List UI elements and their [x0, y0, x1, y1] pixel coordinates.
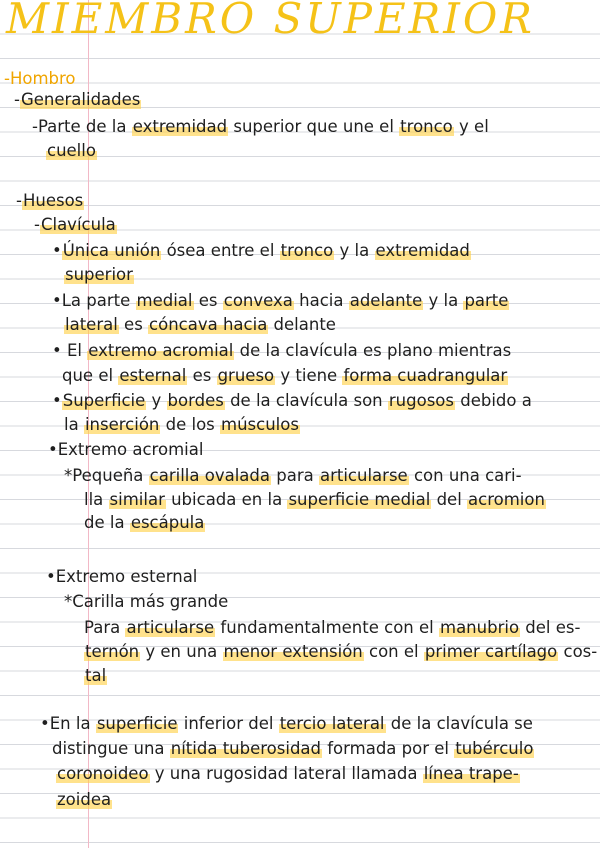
note-line: [46, 140, 97, 162]
section-heading: [4, 68, 76, 90]
note-text: inferior del: [178, 714, 279, 733]
note-text: y el: [453, 117, 489, 136]
highlighted-text: superior: [65, 265, 133, 284]
note-text: y: [146, 391, 167, 410]
note-text: es: [187, 366, 217, 385]
note-text: de la clavícula son: [224, 391, 388, 410]
note-line: [84, 512, 205, 534]
note-text: de la clavícula se: [385, 714, 533, 733]
highlighted-text: Única unión: [62, 241, 161, 260]
note-text: del es-: [520, 618, 581, 637]
highlighted-text: convexa: [223, 291, 293, 310]
highlighted-text: Superficie: [62, 391, 146, 410]
note-text: •En la: [40, 714, 96, 733]
note-text: hacia: [293, 291, 349, 310]
highlighted-text: grueso: [217, 366, 275, 385]
highlighted-text: lateral: [65, 315, 118, 334]
note-text: formada por el: [322, 739, 455, 758]
note-line: [84, 665, 107, 687]
highlighted-text: parte: [464, 291, 509, 310]
note-text: Para: [84, 618, 126, 637]
highlighted-text: tubérculo: [455, 739, 534, 758]
note-text: y una rugosidad lateral llamada: [149, 764, 423, 783]
note-text: del: [431, 490, 468, 509]
note-line: [84, 641, 597, 663]
note-text: para: [271, 466, 319, 485]
note-text: -: [34, 215, 40, 234]
page-title: MIEMBRO SUPERIOR: [6, 0, 535, 43]
highlighted-text: extremidad: [375, 241, 470, 260]
note-line: [62, 365, 508, 387]
highlighted-text: cóncava hacia: [149, 315, 268, 334]
highlighted-text: acromion: [468, 490, 545, 509]
note-text: de la clavícula es plano mientras: [234, 341, 512, 360]
note-text: es: [193, 291, 223, 310]
note-text: la: [64, 415, 84, 434]
note-text: -Parte de la: [32, 117, 132, 136]
highlighted-text: superficie medial: [288, 490, 431, 509]
highlighted-text: carilla ovalada: [149, 466, 270, 485]
note-text: •Extremo acromial: [48, 440, 204, 459]
note-text: -: [16, 191, 22, 210]
note-text: lla: [84, 490, 109, 509]
highlighted-text: zoidea: [57, 790, 112, 809]
note-text: -: [14, 90, 20, 109]
note-line: [64, 314, 336, 336]
note-line: [64, 591, 228, 613]
note-text: que el: [62, 366, 119, 385]
note-text: y la: [423, 291, 464, 310]
note-line: [34, 214, 117, 236]
note-text: ósea entre el: [161, 241, 280, 260]
note-line: [52, 738, 534, 760]
note-text: -Hombro: [4, 69, 76, 88]
note-text: delante: [268, 315, 336, 334]
note-line: [84, 617, 580, 639]
highlighted-text: tronco: [280, 241, 334, 260]
note-line: [40, 713, 533, 735]
note-text: de la: [84, 513, 130, 532]
highlighted-text: inserción: [84, 415, 160, 434]
highlighted-text: manubrio: [440, 618, 520, 637]
highlighted-text: ternón: [85, 642, 140, 661]
note-line: [16, 190, 84, 212]
highlighted-text: tronco: [400, 117, 453, 136]
note-text: de los: [160, 415, 221, 434]
note-text: y tiene: [275, 366, 343, 385]
highlighted-text: forma cuadrangular: [343, 366, 508, 385]
note-text: con el: [363, 642, 424, 661]
note-line: [46, 566, 197, 588]
note-text: distingue una: [52, 739, 170, 758]
note-text: fundamentalmente con el: [215, 618, 439, 637]
note-text: •: [52, 241, 62, 260]
highlighted-text: Clavícula: [40, 215, 116, 234]
note-line: [52, 340, 511, 362]
highlighted-text: línea trape-: [423, 764, 519, 783]
highlighted-text: adelante: [349, 291, 423, 310]
note-text: •La parte: [52, 291, 136, 310]
note-line: [64, 264, 134, 286]
highlighted-text: coronoideo: [57, 764, 149, 783]
highlighted-text: Huesos: [22, 191, 84, 210]
note-line: [56, 763, 520, 785]
highlighted-text: rugosos: [388, 391, 454, 410]
note-text: y la: [334, 241, 375, 260]
highlighted-text: tercio lateral: [279, 714, 385, 733]
highlighted-text: nítida tuberosidad: [170, 739, 321, 758]
highlighted-text: bordes: [167, 391, 224, 410]
highlighted-text: Generalidades: [20, 90, 141, 109]
highlighted-text: medial: [136, 291, 193, 310]
note-text: ubicada en la: [165, 490, 288, 509]
highlighted-text: menor extensión: [223, 642, 363, 661]
highlighted-text: superficie: [96, 714, 178, 733]
note-text: es: [118, 315, 149, 334]
highlighted-text: esternal: [119, 366, 187, 385]
note-text: •Extremo esternal: [46, 567, 198, 586]
note-line: [52, 290, 509, 312]
highlighted-text: articularse: [319, 466, 408, 485]
note-line: [52, 390, 532, 412]
note-text: superior que une el: [228, 117, 400, 136]
note-text: *Carilla más grande: [64, 592, 229, 611]
highlighted-text: tal: [85, 666, 107, 685]
note-text: con una cari-: [408, 466, 522, 485]
highlighted-text: primer cartílago: [424, 642, 558, 661]
note-line: [84, 489, 546, 511]
note-line: [56, 789, 112, 811]
note-text: debido a: [455, 391, 532, 410]
note-line: [32, 116, 489, 138]
note-text: *Pequeña: [64, 466, 149, 485]
note-line: [48, 439, 203, 461]
note-text: •: [52, 391, 62, 410]
note-text: • El: [52, 341, 88, 360]
highlighted-text: articularse: [126, 618, 215, 637]
note-line: [52, 240, 471, 262]
note-line: [64, 414, 300, 436]
note-line: [64, 465, 522, 487]
highlighted-text: cuello: [47, 141, 96, 160]
highlighted-text: similar: [109, 490, 165, 509]
highlighted-text: escápula: [130, 513, 205, 532]
highlighted-text: extremidad: [132, 117, 228, 136]
note-text: cos-: [558, 642, 598, 661]
highlighted-text: extremo acromial: [88, 341, 234, 360]
note-line: [14, 89, 141, 111]
note-text: y en una: [140, 642, 223, 661]
highlighted-text: músculos: [221, 415, 299, 434]
